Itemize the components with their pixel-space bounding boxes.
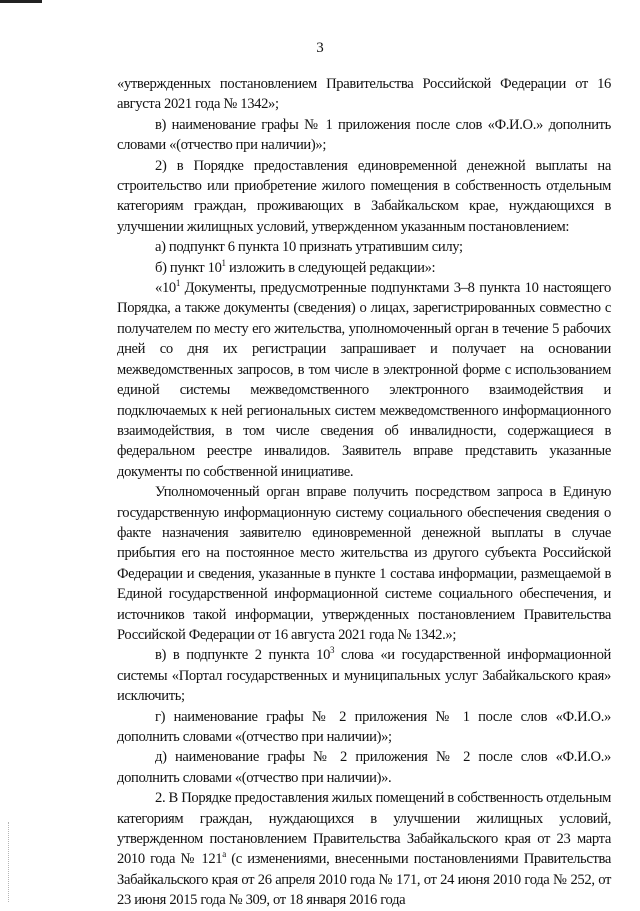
paragraph-p08 bbox=[117, 645, 611, 706]
superscript: а bbox=[222, 849, 226, 860]
paragraph-text: «10 bbox=[155, 280, 176, 297]
paragraph-p05 bbox=[117, 258, 611, 278]
paragraph-text: Уполномоченный орган вправе получить посредством запроса в Единую государственную информационную систему социального обеспечения сведения о факте назначения заявителю единовременной денежной выплаты в случае прибытия его на постоянное место жительства из другого субъекта Российской Федерации и сведения, указанные в пункте 1 состава информации, размещаемой в Единой государственной информационной системе социального обеспечения, и источников такой информации, утвержденных постановлением Правительства Российской Федерации от 16 августа 2021 года № 1342.»; bbox=[117, 484, 611, 643]
paragraph-text: 2. В Порядке предоставления жилых помещений в собственность отдельным категориям граждан, нуждающихся в улучшении жилищных условий, утвержденном постановлением Правительства Забайкальского края от 23 марта 2010 года № 121 bbox=[117, 790, 611, 868]
paragraph-p03 bbox=[117, 156, 611, 238]
paragraph-text: «утвержденных постановлением Правительства Российской Федерации от 16 августа 2021 года № 1342»; bbox=[117, 76, 611, 113]
paragraph-p06 bbox=[117, 278, 611, 482]
paragraph-text: г) наименование графы № 2 приложения № 1 после слов «Ф.И.О.» дополнить словами «(отчество при наличии)»; bbox=[117, 708, 611, 745]
document-body bbox=[117, 74, 611, 911]
superscript: 1 bbox=[221, 257, 226, 268]
paragraph-p04 bbox=[117, 237, 611, 257]
paragraph-p11 bbox=[117, 788, 611, 910]
paragraph-p10 bbox=[117, 747, 611, 788]
paragraph-p02 bbox=[117, 115, 611, 156]
paragraph-text: Документы, предусмотренные подпунктами 3–8 пункта 10 настоящего Порядка, а также документы (сведения) о лицах, зарегистрированных совместно с получателем по месту его жительства, уполномоченный орган в течение 5 рабочих дней со дня их регистрации запрашивает и получает на основании межведомственных запросов, в том числе в электронной форме с использованием единой системы межведомственного электронного взаимодействия и подключаемых к ней региональных систем межведомственного информационного взаимодействия, в том числе сведения об инвалидности, содержащиеся в федеральном реестре инвалидов. Заявитель вправе представить указанные документы по собственной инициативе. bbox=[117, 280, 611, 480]
paragraph-text: 2) в Порядке предоставления единовременной денежной выплаты на строительство или приобретение жилого помещения в собственность отдельным категориям граждан, проживающих в Забайкальском крае, нуждающихся в улучшении жилищных условий, утвержденном указанным постановлением: bbox=[117, 157, 611, 235]
paragraph-text: в) в подпункте 2 пункта 10 bbox=[155, 647, 331, 664]
paragraph-text: а) подпункт 6 пункта 10 признать утратившим силу; bbox=[155, 239, 463, 256]
paragraph-text: б) пункт 10 bbox=[155, 259, 222, 276]
paragraph-text: изложить в следующей редакции»: bbox=[225, 259, 436, 276]
scan-margin-marks bbox=[8, 822, 10, 902]
superscript: 3 bbox=[330, 645, 335, 656]
paragraph-text: слова «и государственной информационной системы «Портал государственных и муниципальных услуг Забайкальского края» исключить; bbox=[117, 647, 611, 705]
paragraph-text: в) наименование графы № 1 приложения после слов «Ф.И.О.» дополнить словами «(отчество при наличии)»; bbox=[117, 116, 611, 154]
page-number: 3 bbox=[316, 40, 324, 56]
paragraph-p09 bbox=[117, 707, 611, 748]
paragraph-p07 bbox=[117, 482, 611, 645]
paragraph-text: д) наименование графы № 2 приложения № 2 после слов «Ф.И.О.» дополнить словами «(отчество при наличии)». bbox=[117, 749, 611, 786]
paragraph-text: (с изменениями, внесенными постановлениями Правительства Забайкальского края от 26 апреля 2010 года № 171, от 24 июня 2010 года № 252, от 23 июня 2015 года № 309, от 18 января 2016 года bbox=[117, 851, 611, 909]
scan-corner-mark bbox=[0, 0, 42, 3]
superscript: 1 bbox=[175, 278, 180, 289]
paragraph-p01 bbox=[117, 74, 611, 115]
